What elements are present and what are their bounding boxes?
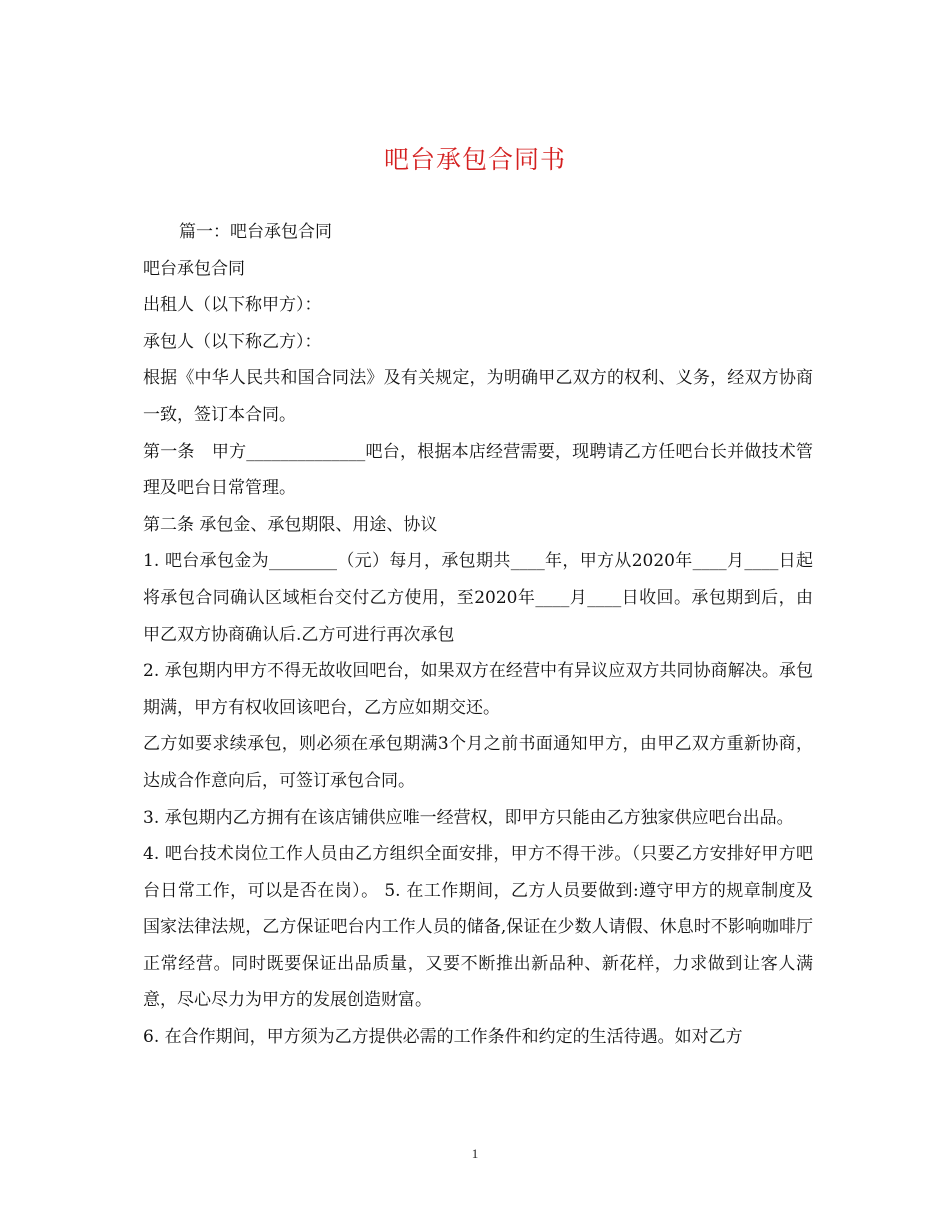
party-a-line: 出租人（以下称甲方）： bbox=[143, 295, 322, 316]
clause-3: 3. 承包期内乙方拥有在该店铺供应唯一经营权，即甲方只能由乙方独家供应吧台出品。 bbox=[143, 807, 794, 828]
renewal-paragraph: 乙方如要求续承包，则必须在承包期满3个月之前书面通知甲方，由甲乙双方重新协商，达成合作意向后，可签订承包合同。 bbox=[143, 734, 813, 791]
page-number: 1 bbox=[471, 1146, 479, 1161]
contract-name: 吧台承包合同 bbox=[143, 258, 245, 279]
document-body bbox=[143, 214, 813, 1056]
preamble-paragraph: 根据《中华人民共和国合同法》及有关规定，为明确甲乙双方的权利、义务，经双方协商一致，签订本合同。 bbox=[143, 368, 813, 425]
section-heading: 篇一：吧台承包合同 bbox=[179, 222, 332, 242]
clause-6: 6. 在合作期间，甲方须为乙方提供必需的工作条件和约定的生活待遇。如对乙方 bbox=[143, 1027, 743, 1048]
clause-2: 2. 承包期内甲方不得无故收回吧台，如果双方在经营中有异议应双方共同协商解决。承包期满，甲方有权收回该吧台，乙方应如期交还。 bbox=[143, 661, 813, 718]
article-two-heading: 第二条 承包金、承包期限、用途、协议 bbox=[143, 514, 438, 535]
article-one: 第一条 甲方______________吧台，根据本店经营需要，现聘请乙方任吧台长并做技术管理及吧台日常管理。 bbox=[143, 441, 813, 499]
party-b-line: 承包人（以下称乙方）： bbox=[143, 331, 322, 352]
document-title: 吧台承包合同书 bbox=[383, 145, 566, 174]
clause-1: 1. 吧台承包金为________（元）每月，承包期共____年，甲方从2020年____月____日起将承包合同确认区域柜台交付乙方使用，至2020年____月____日收回。承包期到后，由甲乙双方协商确认后.乙方可进行再次承包 bbox=[143, 551, 813, 645]
clause-4-5: 4. 吧台技术岗位工作人员由乙方组织全面安排，甲方不得干涉。（只要乙方安排好甲方吧台日常工作，可以是否在岗）。 5. 在工作期间，乙方人员要做到:遵守甲方的规章制度及国家法律法规，乙方保证吧台内工作人员的储备,保证在少数人请假、休息时不影响咖啡厅正常经营。同时既要保证出品质量，又要不断推出新品种、新花样，力求做到让客人满意，尽心尽力为甲方的发展创造财富。 bbox=[143, 844, 813, 1011]
